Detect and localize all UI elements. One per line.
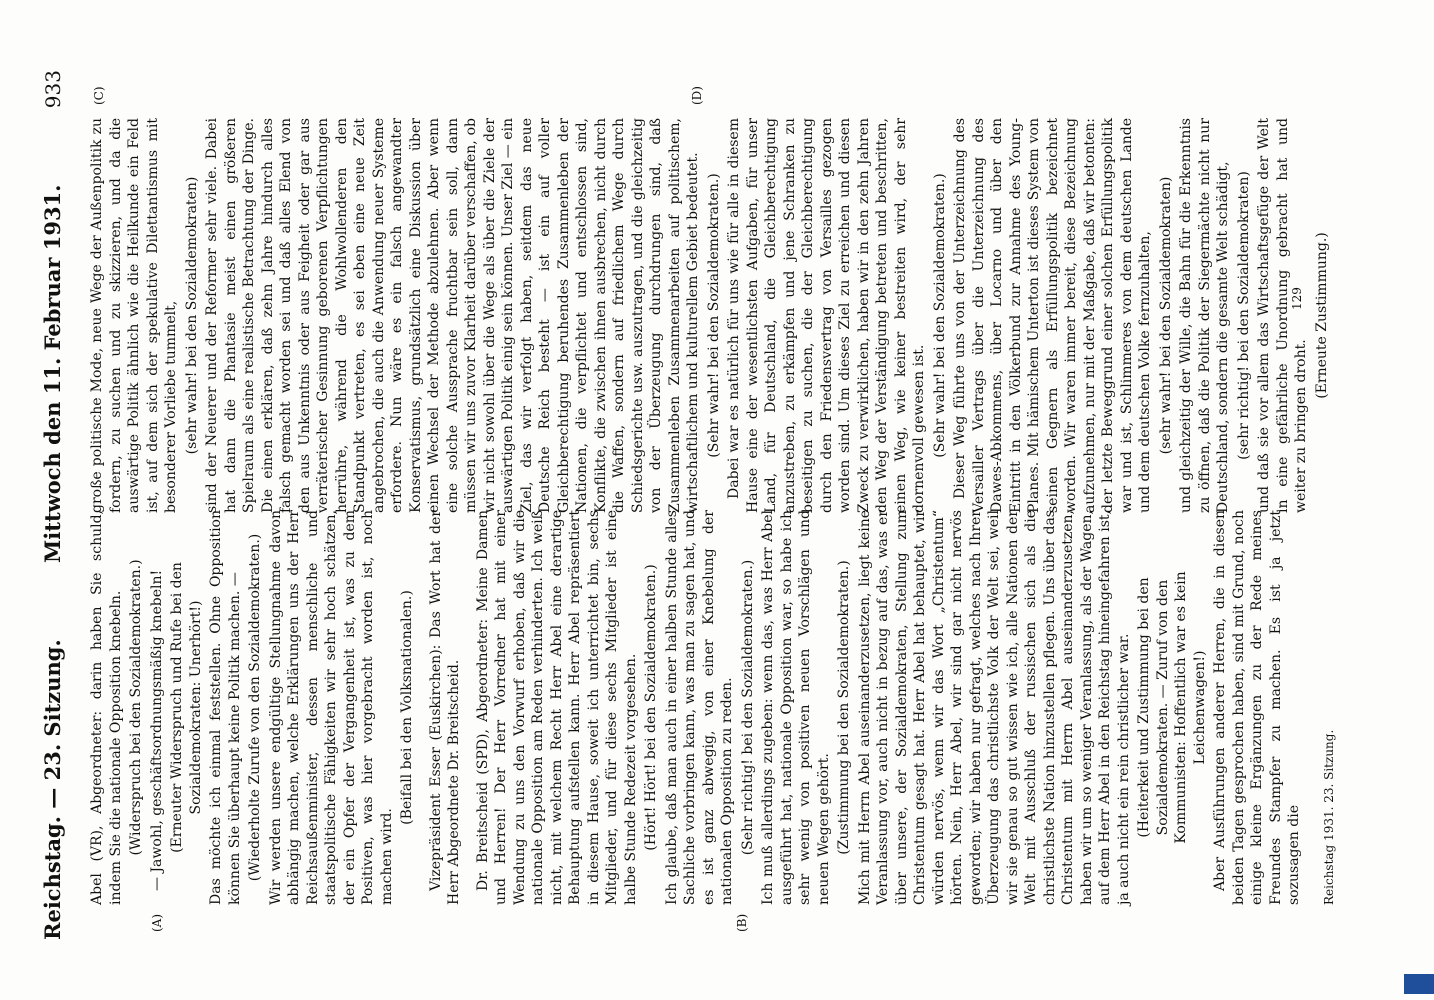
header-left: Reichstag. — 23. Sitzung. (40, 639, 65, 940)
right-column-paragraph: (sehr wahr! bei den Sozialdemokraten) (1157, 176, 1174, 455)
page-header (40, 70, 76, 940)
left-column-paragraph: Ich muß allerdings zugeben: wenn das, was Herr Abel ausgeführt hat, nationale Opposition war, so habe ich sehr wenig von positiven neuen Vorschlägen und neuen Wegen gehört. (760, 510, 832, 905)
digitization-credit (1410, 8, 1430, 998)
left-column-paragraph: Dr. Breitscheid (SPD), Abgeordneter: Meine Damen und Herren! Der Herr Vorredner hat mit einer Wendung zu uns den Vorwurf erhoben, daß wir die nationale Opposition am Reden verhinderten. Ich weiß nicht, mit welchem Recht Herr Abel eine derartige Behauptung aufstellen kann. Herr Abel repräsentiert in diesem Hause, soweit ich unterrichtet bin, sechs Mitglieder, und für diese sechs Mitglieder ist eine halbe Stunde Redezeit vorgesehen. (474, 510, 639, 905)
dfg-logo (1404, 974, 1434, 994)
left-column-paragraph: (Widerspruch bei den Sozialdemokraten.) (128, 559, 144, 856)
right-column-paragraph: (Erneute Zustimmung.) (1313, 232, 1330, 399)
right-column-paragraph: große politische Mode, neue Wege der Außenpolitik zu fordern, zu suchen und zu skizzieren, und da die auswärtige Politik ähnlich wie die Heilkunde ein Feld ist, auf dem sich der spekulative Dilettantismus mit besonderer Vorliebe tummelt, (89, 118, 179, 513)
left-column-paragraph: Wir werden unsere endgültige Stellungnahme davon abhängig machen, welche Erklärungen uns der Herr Reichsaußenminister, dessen menschliche und staatspolitische Fähigkeiten wir sehr hoch schätzen, der ein Opfer der Vergangenheit ist, was zu dem Positiven, was hier vorgebracht worden ist, noch machen wird. (267, 510, 395, 905)
left-column (88, 510, 1304, 905)
left-column-paragraph: Aber Ausführungen anderer Herren, die in diesen beiden Tagen gesprochen haben, sind mit Grund, noch einige kleine Ergänzungen zu der Rede meines Freundes Stampfer zu machen. Es ist ja jetzt sozusagen die (1212, 510, 1302, 905)
left-column-paragraph: (Hört! Hört! bei den Sozialdemokraten.) (643, 564, 659, 851)
right-column-paragraph: (Sehr wahr! bei den Sozialdemokraten.) (931, 173, 948, 458)
right-column-paragraph: und gleichzeitig der Wille, die Bahn für die Erkenntnis zu öffnen, daß die Politik der Siegermächte nicht nur Deutschland, sondern die gesamte Welt schädigt, (1178, 118, 1231, 513)
left-column-paragraph: (Zustimmung bei den Sozialdemokraten.) (836, 560, 852, 855)
left-column-paragraph: (Wiederholte Zurufe von den Sozialdemokraten.) (247, 533, 263, 882)
margin-marker-d: (D) (690, 86, 704, 105)
header-date: Mittwoch den 11. Februar 1931. (40, 184, 65, 563)
page-number: 933 (41, 70, 65, 109)
left-column-paragraph: Ich glaube, daß man auch in einer halben Stunde alles Sachliche vorbringen kann, was man zu sagen hat, und es ist ganz abwegig, von einer Knebelung der nationalen Opposition zu reden. (663, 510, 735, 905)
footer-reference: Reichstag 1931. 23. Sitzung. (1322, 729, 1336, 905)
left-column-paragraph: (Heiterkeit und Zustimmung bei den Sozialdemokraten. — Zuruf von den Kommunisten: Hoffentlich war es kein Leichenwagen!) (1136, 571, 1208, 844)
right-column-paragraph: (sehr richtig! bei den Sozialdemokraten) (1235, 171, 1252, 460)
right-column-paragraph: Dabei war es natürlich für uns wie für alle in diesem Hause eine der wesentlichsten Aufgaben, für unser Land, für Deutschland, die Gleichberechtigung anzustreben, zu erkämpfen und jene Schranken zu beseitigen zu suchen, die der Gleichberechtigung durch den Friedensvertrag von Versailles gezogen worden sind. Um dieses Ziel zu erreichen und diesen Zweck zu verwirklichen, haben wir in den zehn Jahren den Weg der Verständigung betreten und beschritten, einen Weg, wie keiner bestreiten wird, der sehr dornenvoll gewesen ist. (726, 118, 927, 513)
margin-marker-a: (A) (150, 913, 164, 932)
margin-marker-b: (B) (735, 913, 749, 932)
right-column (88, 118, 1333, 513)
right-column-paragraph: (sehr wahr! bei den Sozialdemokraten) (183, 176, 200, 455)
signature-mark: 129 (1290, 287, 1304, 310)
left-column-paragraph: Vizepräsident Esser (Euskirchen): Das Wort hat der Herr Abgeordnete Dr. Breitscheid. (427, 510, 462, 905)
right-column-paragraph: und daß sie vor allem das Wirtschaftsgefüge der Welt in eine gefährliche Unordnung gebracht hat und weiter zu bringen droht. (1256, 118, 1309, 513)
right-column-paragraph: Dieser Weg führte uns von der Unterzeichnung des Versailler Vertrags über die Unterzeichnung des Dawes-Abkommens, über Locarno und über den Eintritt in den Völkerbund zur Annahme des Young-Planes. Mit hämischem Unterton ist dieses System von seinen Gegnern als Erfüllungspolitik bezeichnet worden. Wir waren immer bereit, diese Bezeichnung aufzunehmen, nur mit der Maßgabe, daß wir betonten: der letzte Beweggrund einer solchen Erfüllungspolitik war und ist, Schlimmeres von dem deutschen Lande und dem deutschen Volke fernzuhalten, (952, 118, 1153, 513)
left-column-paragraph: Das möchte ich einmal feststellen. Ohne Opposition können Sie überhaupt keine Politik machen. — (208, 510, 243, 905)
right-column-paragraph: (Sehr wahr! bei den Sozialdemokraten.) (705, 173, 722, 458)
left-column-paragraph: Abel (VR), Abgeordneter: darin haben Sie schuld, indem Sie die nationale Opposition knebeln. (89, 510, 124, 905)
left-column-paragraph: — Jawohl, geschäftsordnungsmäßig knebeln! (148, 569, 165, 891)
right-column-paragraph: sind der Neuerer und der Reformer sehr viele. Dabei hat dann die Phantasie meist einen größeren Spielraum als eine realistische Betrachtung der Dinge. Die einen erklären, daß zehn Jahre hindurch alles falsch gemacht worden sei und daß alles Elend von den aus Unkenntnis oder aus Feigheit oder gar aus verräterischer Gesinnung geborenen Verpflichtungen herrühre, während die Wohlwollenderen den Standpunkt vertreten, es sei eben eine neue Zeit angebrochen, die auch die Anwendung neuer Systeme erfordere. Nun wäre es ein falsch angewandter Konservatismus, grundsätzlich eine Diskussion über einen Wechsel der Methode abzulehnen. Aber wenn eine solche Aussprache fruchtbar sein soll, dann müssen wir uns zuvor Klarheit darüber verschaffen, ob wir nicht sowohl über die Wege als über die Ziele der auswärtigen Politik einig sein können. Unser Ziel — ein Ziel, das wir verfolgt haben, seitdem das neue Deutsche Reich besteht — ist ein auf voller Gleichberechtigung beruhendes Zusammenleben der Nationen, die verpflichtet und entschlossen sind, Konflikte, die zwischen ihnen ausbrechen, nicht durch die Waffen, sondern auf friedlichem Wege durch Schiedsgerichte usw. auszutragen, und die gleichzeitig von der Überzeugung durchdrungen sind, daß Zusammenleben Zusammenarbeiten auf politischem, wirtschaftlichem und kulturellem Gebiet bedeutet. (204, 118, 701, 513)
margin-marker-c: (C) (92, 86, 106, 105)
left-column-paragraph: Mich mit Herrn Abel auseinanderzusetzen, liegt keine Veranlassung vor, auch nicht in bezug auf das, was er über unsere, der Sozialdemokraten, Stellung zum Christentum gesagt hat. Herr Abel hat behauptet, wir würden nervös, wenn wir das Wort „Christentum“ hörten. Nein, Herr Abel, wir sind gar nicht nervös geworden; wir haben nur gefragt, welches nach Ihrer Überzeugung das christlichste Volk der Welt sei, weil wir sie genau so gut wissen wie ich, alle Nationen der Welt mit Ausschluß der russischen sich als die christlichste Nation hinzustellen pflegen. Uns über das Christentum mit Herrn Abel auseinanderzusetzen, haben wir um so weniger Veranlassung, als der Wagen, auf dem Herr Abel in den Reichstag hineingefahren ist, ja auch nicht ein rein christlicher war. (856, 510, 1132, 905)
left-column-paragraph: (Sehr richtig! bei den Sozialdemokraten.) (739, 559, 756, 856)
left-column-paragraph: (Erneuter Widerspruch und Rufe bei den Sozialdemokraten: Unerhört!) (169, 562, 204, 853)
left-column-paragraph: (Beifall bei den Volksnationalen.) (399, 590, 415, 825)
